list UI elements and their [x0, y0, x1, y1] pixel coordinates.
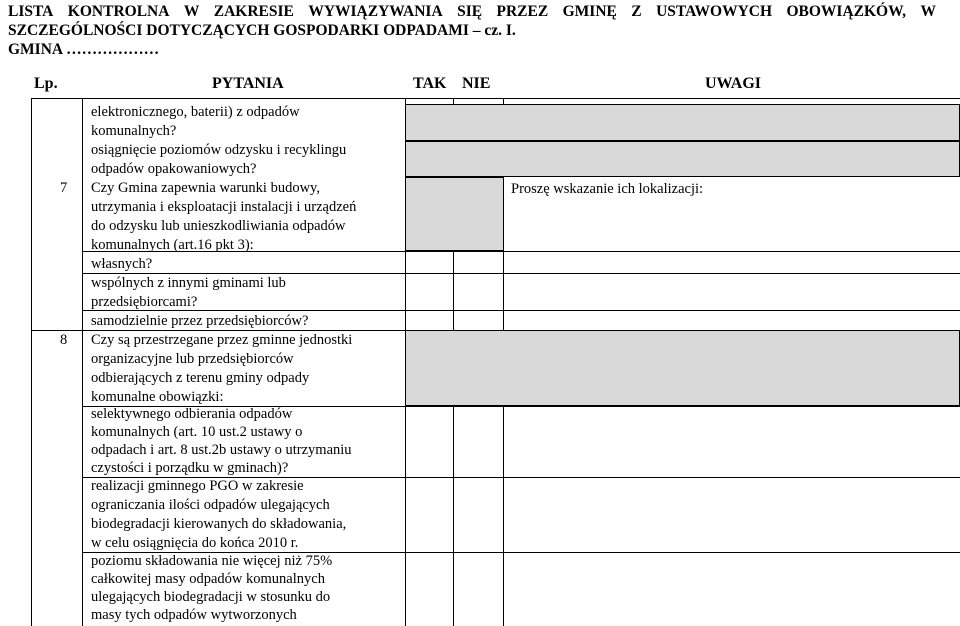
shaded-cell [405, 141, 960, 177]
shaded-cell [405, 330, 960, 406]
sub-question-line: czystości i porządku w gminach)? [91, 460, 289, 476]
question-number-8: 8 [60, 332, 68, 348]
question-number-7: 7 [60, 180, 68, 196]
header-word: GMINĘ [562, 3, 617, 20]
sub-question-line: ograniczania ilości odpadów ulegających [91, 497, 330, 513]
sub-question-line: odpadach i art. 8 ust.2b ustawy o utrzymaniu [91, 442, 352, 458]
column-header-uwagi: UWAGI [705, 75, 762, 92]
sub-question-line: ulegających biodegradacji w stosunku do [91, 589, 331, 605]
column-header-lp: Lp. [34, 75, 58, 92]
column-header-tak: TAK [413, 75, 447, 92]
uwagi-note: Proszę wskazanie ich lokalizacji: [511, 181, 704, 197]
question-text-line: komunalnych (art.16 pkt 3): [91, 237, 254, 253]
row-separator [82, 310, 960, 311]
sub-question-line: własnych? [91, 256, 153, 272]
document-header [8, 2, 936, 59]
sub-question-line: realizacji gminnego PGO w zakresie [91, 478, 304, 494]
sub-question-line: całkowitej masy odpadów komunalnych [91, 571, 325, 587]
table-top-border [31, 98, 960, 99]
header-line-2: SZCZEGÓLNOŚCI DOTYCZĄCYCH GOSPODARKI ODPADAMI – cz. I. [8, 22, 516, 39]
question-text-line: organizacyjne lub przedsiębiorców [91, 351, 294, 367]
question-text-line: utrzymania i eksploatacji instalacji i urządzeń [91, 199, 357, 215]
question-text-line: odbierających z terenu gminy odpady [91, 370, 310, 386]
sub-question-line: wspólnych z innymi gminami lub [91, 275, 286, 291]
header-word: LISTA [8, 3, 54, 20]
sub-question-line: komunalnych (art. 10 ust.2 ustawy o [91, 424, 303, 440]
shaded-cell [405, 177, 504, 251]
sub-question-line: selektywnego odbierania odpadów [91, 406, 293, 422]
header-word: W [920, 3, 936, 20]
sub-question-line: samodzielnie przez przedsiębiorców? [91, 313, 309, 329]
header-word: KONTROLNA [67, 3, 170, 20]
question-text-line: do odzysku lub unieszkodliwiania odpadów [91, 218, 346, 234]
header-word: WYWIĄZYWANIA [308, 3, 443, 20]
header-line-3: GMINA ……………… [8, 41, 160, 58]
header-word: PRZEZ [496, 3, 549, 20]
question-text-line: komunalne obowiązki: [91, 389, 224, 405]
header-word: W [183, 3, 200, 20]
header-line-1 [8, 2, 936, 21]
header-word: ZAKRESIE [213, 3, 294, 20]
sub-question-line: w celu osiągnięcia do końca 2010 r. [91, 535, 299, 551]
column-header-nie: NIE [462, 75, 491, 92]
header-word: Z [631, 3, 642, 20]
sub-question-line: poziomu składowania nie więcej niż 75% [91, 553, 333, 569]
question-text-line: komunalnych? [91, 123, 177, 139]
question-text-line: Czy są przestrzegane przez gminne jednostki [91, 332, 353, 348]
sub-question-line: przedsiębiorcami? [91, 294, 198, 310]
column-header-pytania: PYTANIA [212, 75, 284, 92]
header-word: OBOWIĄZKÓW, [786, 3, 907, 20]
shaded-cell [405, 104, 960, 141]
sub-question-line: biodegradacji kierowanych do składowania, [91, 516, 347, 532]
question-text-line: elektronicznego, baterii) z odpadów [91, 104, 300, 120]
sub-question-line: masy tych odpadów wytworzonych [91, 607, 297, 623]
header-word: USTAWOWYCH [656, 3, 773, 20]
column-divider-lp [82, 98, 83, 626]
question-text-line: Czy Gmina zapewnia warunki budowy, [91, 180, 320, 196]
question-text-line: osiągnięcie poziomów odzysku i recyklingu [91, 142, 347, 158]
header-word: SIĘ [457, 3, 483, 20]
table-left-border [31, 98, 32, 626]
question-text-line: odpadów opakowaniowych? [91, 161, 257, 177]
